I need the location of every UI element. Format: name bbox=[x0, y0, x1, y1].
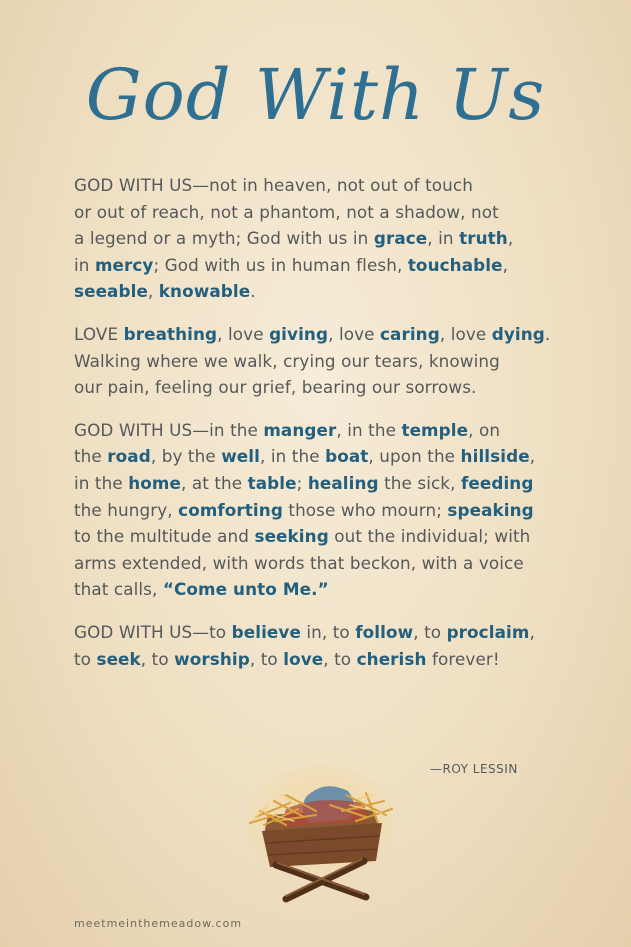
emphasized-word: worship bbox=[174, 648, 250, 669]
emphasized-word: cherish bbox=[356, 648, 427, 669]
emphasized-word: seeable bbox=[74, 281, 148, 302]
emphasized-word: mercy bbox=[94, 254, 154, 275]
text-run: or out of reach, not a phantom, not a shadow, not bbox=[74, 201, 499, 222]
text-run: , in the bbox=[260, 446, 326, 467]
website-credit: meetmeinthemeadow.com bbox=[74, 917, 243, 930]
text-run: , at the bbox=[180, 472, 248, 493]
text-run: ; God with us in human flesh, bbox=[153, 254, 408, 275]
text-run: , in the bbox=[336, 419, 402, 440]
emphasized-word: table bbox=[247, 472, 297, 493]
text-run: to the multitude and bbox=[74, 526, 255, 547]
text-run: . bbox=[544, 323, 551, 344]
emphasized-word: hillside bbox=[460, 446, 530, 467]
text-run: , bbox=[147, 281, 159, 302]
text-run: ; bbox=[296, 472, 308, 493]
emphasized-word: “Come unto Me.” bbox=[162, 579, 329, 600]
text-run: , on bbox=[468, 419, 501, 440]
text-run: to bbox=[74, 648, 97, 669]
emphasized-word: manger bbox=[263, 419, 337, 440]
emphasized-word: speaking bbox=[447, 499, 534, 520]
text-run: those who mourn; bbox=[282, 499, 448, 520]
text-run: out the individual; with bbox=[328, 526, 531, 547]
emphasized-word: knowable bbox=[158, 281, 251, 302]
text-run: , love bbox=[328, 323, 380, 344]
text-run: GOD WITH US—to bbox=[74, 621, 232, 642]
emphasized-word: comforting bbox=[178, 499, 283, 520]
text-run: GOD WITH US—in the bbox=[74, 419, 264, 440]
emphasized-word: giving bbox=[269, 323, 329, 344]
emphasized-word: home bbox=[128, 472, 181, 493]
text-run: arms extended, with words that beckon, with a voice bbox=[74, 552, 524, 573]
emphasized-word: follow bbox=[355, 621, 414, 642]
emphasized-word: touchable bbox=[407, 254, 503, 275]
text-run: , bbox=[502, 254, 509, 275]
stanza-3 bbox=[74, 417, 574, 603]
emphasized-word: seeking bbox=[254, 526, 329, 547]
text-run: , to bbox=[140, 648, 175, 669]
text-run: , to bbox=[249, 648, 284, 669]
text-run: a legend or a myth; God with us in bbox=[74, 228, 374, 249]
emphasized-word: believe bbox=[231, 621, 301, 642]
text-run: . bbox=[250, 281, 256, 302]
text-run: , in bbox=[427, 228, 460, 249]
text-run: that calls, bbox=[74, 579, 163, 600]
text-run: , bbox=[529, 446, 536, 467]
emphasized-word: grace bbox=[373, 228, 428, 249]
text-run: our pain, feeling our grief, bearing our sorrows. bbox=[74, 377, 477, 398]
stanza-4 bbox=[74, 619, 574, 672]
text-run: , love bbox=[217, 323, 270, 344]
emphasized-word: seek bbox=[96, 648, 141, 669]
text-run: forever! bbox=[426, 648, 500, 669]
emphasized-word: breathing bbox=[123, 323, 218, 344]
poem-body bbox=[74, 172, 574, 688]
text-run: , to bbox=[413, 621, 447, 642]
emphasized-word: caring bbox=[379, 323, 440, 344]
manger-illustration bbox=[246, 765, 396, 905]
text-run: , love bbox=[439, 323, 492, 344]
text-run: the sick, bbox=[378, 472, 461, 493]
emphasized-word: truth bbox=[459, 228, 508, 249]
text-run: the bbox=[74, 446, 108, 467]
text-run: , to bbox=[323, 648, 357, 669]
text-run: in, to bbox=[300, 621, 356, 642]
text-run: in the bbox=[74, 472, 129, 493]
stanza-2 bbox=[74, 321, 574, 401]
text-run: LOVE bbox=[74, 323, 124, 344]
author-attribution: —ROY LESSIN bbox=[430, 762, 518, 776]
emphasized-word: dying bbox=[491, 323, 545, 344]
emphasized-word: road bbox=[107, 446, 151, 467]
text-run: GOD WITH US—not in heaven, not out of touch bbox=[74, 175, 473, 195]
text-run: Walking where we walk, crying our tears, knowing bbox=[74, 350, 500, 371]
emphasized-word: healing bbox=[307, 472, 379, 493]
text-run: , upon the bbox=[368, 446, 461, 467]
emphasized-word: boat bbox=[325, 446, 369, 467]
emphasized-word: proclaim bbox=[446, 621, 530, 642]
emphasized-word: feeding bbox=[460, 472, 534, 493]
text-run: , bbox=[507, 228, 514, 249]
emphasized-word: temple bbox=[401, 419, 469, 440]
text-run: in bbox=[74, 254, 95, 275]
stanza-1 bbox=[74, 172, 574, 305]
emphasized-word: love bbox=[283, 648, 324, 669]
emphasized-word: well bbox=[221, 446, 260, 467]
text-run: , bbox=[529, 621, 535, 642]
text-run: the hungry, bbox=[74, 499, 179, 520]
text-run: , by the bbox=[150, 446, 222, 467]
page-title: God With Us bbox=[85, 54, 546, 136]
